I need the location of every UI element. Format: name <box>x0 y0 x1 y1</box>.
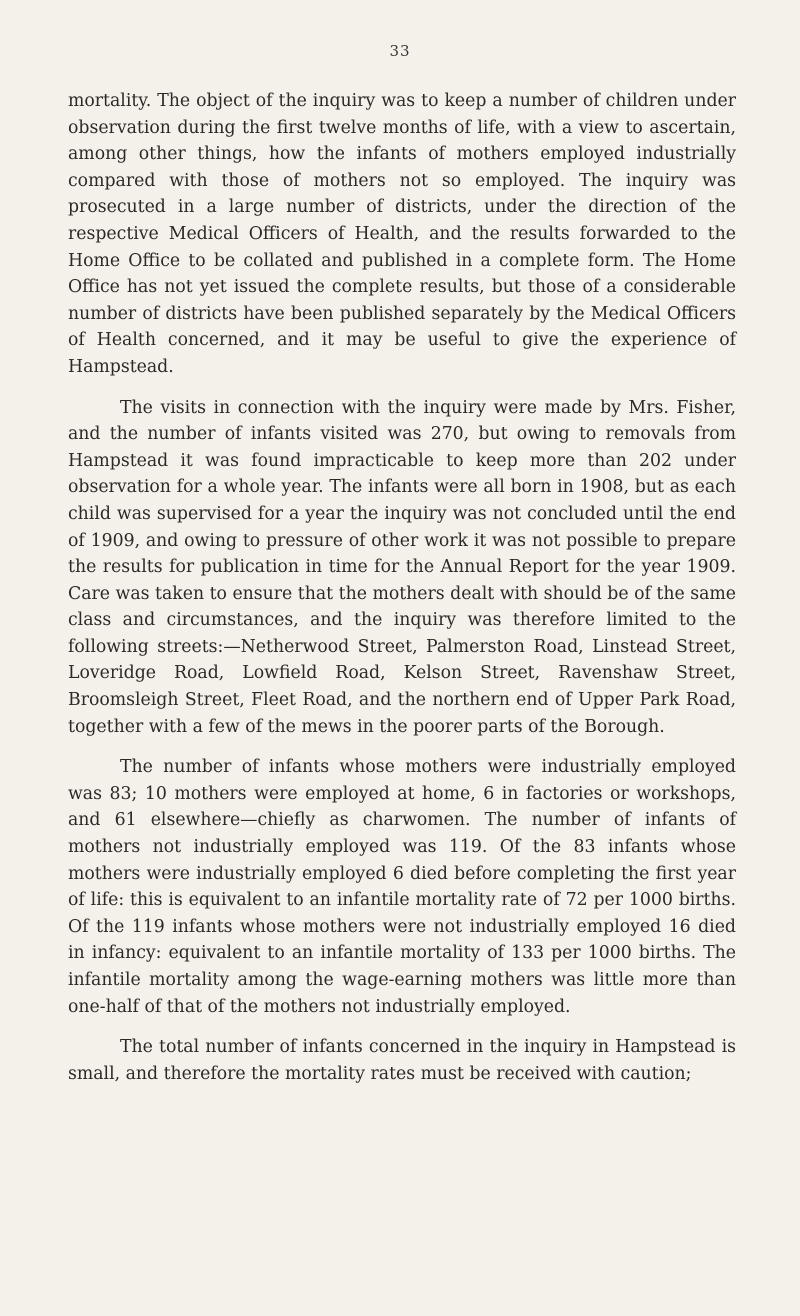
paragraph-caution: The total number of infants concerned in the inquiry in Hampstead is small, and therefore the mortality rates must be received with caution; <box>68 1037 736 1084</box>
paragraph-mortality-inquiry: mortality. The object of the inquiry was to keep a number of children under observation during the first twelve months of life, with a view to ascertain, among other things, how the infants of mothers employed industrially compared with those of mothers not so employed. The inquiry was prosecuted in a large number of districts, under the direction of the respective Medical Officers of Health, and the results forwarded to the Home Office to be collated and published in a complete form. The Home Office has not yet issued the complete results, but those of a considerable number of districts have been published separately by the Medical Officers of Health concerned, and it may be useful to give the experience of Hampstead. <box>68 91 736 377</box>
paragraph-visits: The visits in connection with the inquiry were made by Mrs. Fisher, and the number of infants visited was 270, but owing to removals from Hampstead it was found impracticable to keep more than 202 under observation for a whole year. The infants were all born in 1908, but as each child was supervised for a year the inquiry was not concluded until the end of 1909, and owing to pressure of other work it was not possible to prepare the results for publication in time for the Annual Report for the year 1909. Care was taken to ensure that the mothers dealt with should be of the same class and circumstances, and the inquiry was therefore limited to the following streets:—Netherwood Street, Palmerston Road, Linstead Street, Loveridge Road, Lowfield Road, Kelson Street, Ravenshaw Street, Broomsleigh Street, Fleet Road, and the northern end of Upper Park Road, together with a few of the mews in the poorer parts of the Borough. <box>68 397 736 737</box>
page-number: 33 <box>389 42 411 60</box>
paragraph-infant-numbers: The number of infants whose mothers were industrially employed was 83; 10 mothers were employed at home, 6 in factories or workshops, and 61 elsewhere—chiefly as charwomen. The number of infants of mothers not industrially employed was 119. Of the 83 infants whose mothers were industrially employed 6 died before completing the first year of life: this is equivalent to an infantile mortality rate of 72 per 1000 births. Of the 119 infants whose mothers were not industrially employed 16 died in infancy: equivalent to an infantile mortality of 133 per 1000 births. The infantile mortality among the wage-earning mothers was little more than one-half of that of the mothers not industrially employed. <box>68 757 736 1017</box>
body-text <box>68 88 736 1101</box>
